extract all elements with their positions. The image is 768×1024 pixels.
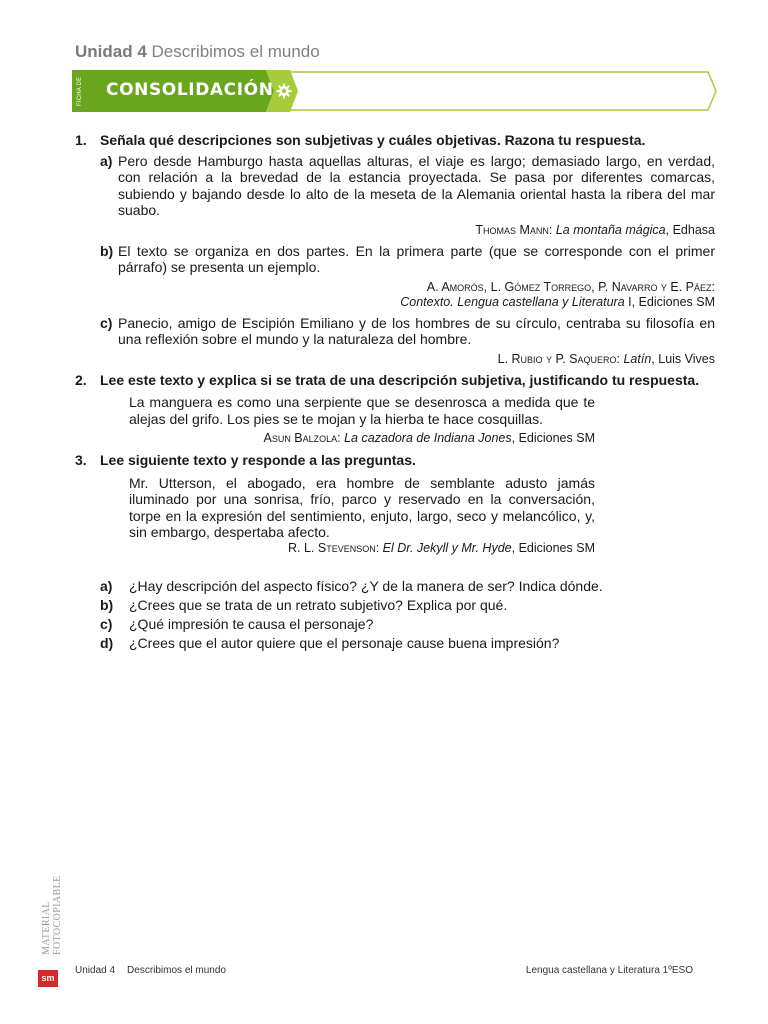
list-item [100,153,715,219]
footer-subject: Lengua castellana y Literatura 1ºESO [525,965,693,976]
gear-icon [276,83,292,99]
list-item [100,616,715,633]
list-item [100,315,715,348]
item-text: El texto se organiza en dos partes. En la primera parte (que se corresponde con el primer párrafo) se presenta un ejemplo. [118,242,715,275]
list-item [100,635,715,652]
question-number: 3. [75,452,87,468]
footer-unit [75,965,226,976]
unit-name: Describimos el mundo [151,42,320,61]
item-letter: d) [100,634,114,651]
citation: A. Amorós, L. Gómez Torrego, P. Navarro y E. Páez: Contexto. Lengua castellana y Literatura I, Ediciones SM [400,279,715,309]
list-item [100,597,715,614]
list-item [100,578,715,595]
sm-logo: sm [38,970,58,987]
question-2 [75,372,715,447]
photocopiable-label: MATERIAL FOTOCOPIABLE [41,875,63,955]
citation: L. Rubio y P. Saquero: Latín, Luis Vives [497,351,715,366]
item-letter: a) [100,152,113,169]
question-prompt: Lee siguiente texto y responde a las preguntas. [100,452,416,468]
question-number: 1. [75,132,87,148]
question-prompt: Señala qué descripciones son subjetivas y cuáles objetivas. Razona tu respuesta. [100,132,646,148]
quoted-text: Mr. Utterson, el abogado, era hombre de semblante adusto jamás iluminado por una sonrisa, frío, parco y reservado en la conversación, torpe en la expresión del sentimiento, enjuto, largo, seco y melancólico, y, sin embargo, despertaba afecto. [129,474,595,540]
citation: Asun Balzola: La cazadora de Indiana Jones, Ediciones SM [263,431,595,445]
question-number: 2. [75,371,87,388]
question-1 [75,132,715,367]
item-text: ¿Qué impresión te causa el personaje? [129,615,374,632]
citation: Thomas Mann: La montaña mágica, Edhasa [475,222,715,237]
question-3 [75,452,715,651]
quoted-text: La manguera es como una serpiente que se desenrosca a medida que te alejas del grifo. Los pies se te mojan y la hierba te hace cosquillas. [129,394,595,427]
question-prompt: Lee este texto y explica si se trata de una descripción subjetiva, justificando tu respuesta. [100,371,700,388]
item-letter: a) [100,577,113,594]
item-letter: b) [100,596,114,613]
exercise-content [75,132,715,654]
item-letter: c) [100,615,113,632]
footer-unit-label: Unidad 4 [75,965,116,976]
unit-label: Unidad 4 [75,42,147,61]
item-text: ¿Hay descripción del aspecto físico? ¿Y de la manera de ser? Indica dónde. [129,577,603,594]
citation: R. L. Stevenson: El Dr. Jekyll y Mr. Hyde, Ediciones SM [287,540,595,555]
item-text: ¿Crees que se trata de un retrato subjetivo? Explica por qué. [129,596,508,613]
banner-title: CONSOLIDACIÓN [106,80,274,100]
footer-unit-title: Describimos el mundo [127,965,226,976]
item-text: Pero desde Hamburgo hasta aquellas alturas, el viaje es largo; demasiado largo, en verdad, con relación a la brevedad de la estancia proyectada. Se pasa por diferentes comarcas, subiendo y bajando desde lo alto de la meseta de la Alemania oriental hasta la ribera del mar suabo. [118,152,715,218]
ficha-tag: FICHA DE [73,74,87,108]
list-item [100,243,715,276]
item-letter: c) [100,314,113,331]
item-text: ¿Crees que el autor quiere que el personaje cause buena impresión? [129,634,560,651]
item-letter: b) [100,242,114,259]
item-text: Panecio, amigo de Escipión Emiliano y de los hombres de su círculo, centraba su filosofía en una reflexión sobre el mundo y la naturaleza del hombre. [118,314,715,347]
page-unit-title [75,42,320,62]
